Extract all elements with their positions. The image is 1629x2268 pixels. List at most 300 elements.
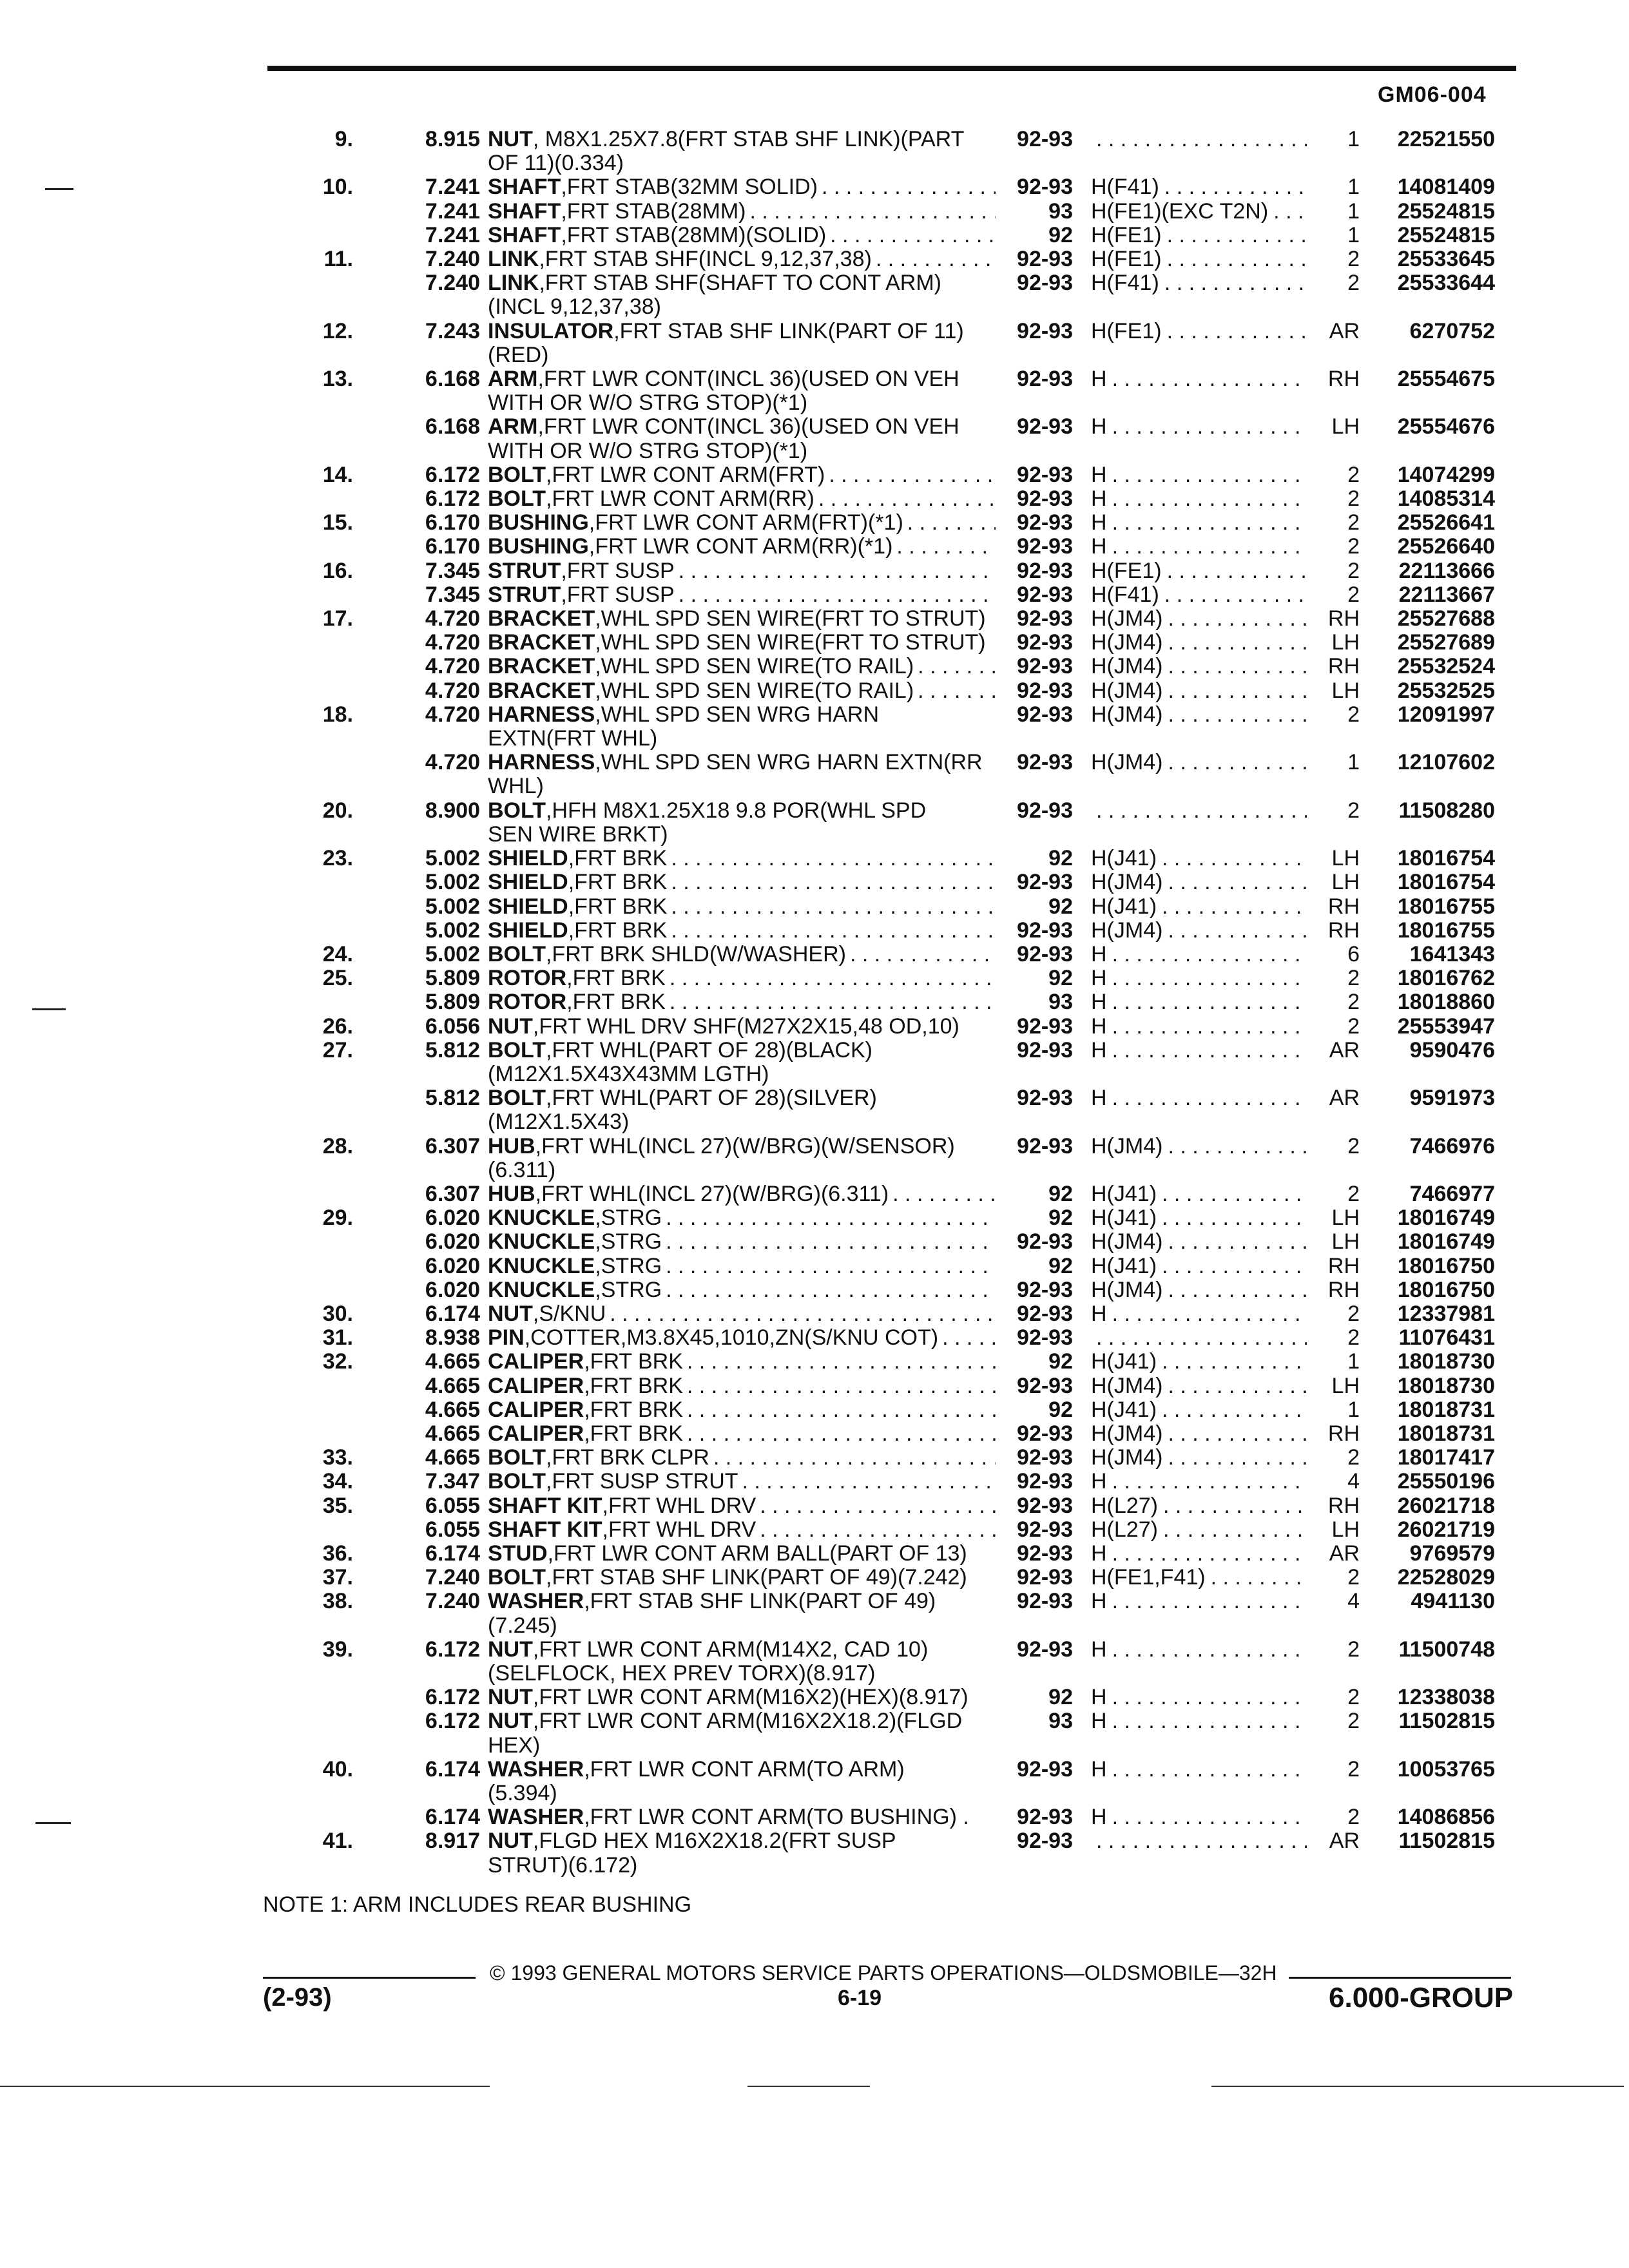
quantity: 1 (1347, 127, 1360, 151)
usage-options: H(JM4) . . . (1091, 1135, 1307, 1158)
model-years: 92-93 (1017, 1829, 1073, 1854)
part-number: 18016749 (1397, 1206, 1495, 1231)
table-row (0, 1422, 1629, 1446)
part-detail: ,FRT WHL DRV SHF(M27X2X15,48 OD,10) (532, 1014, 959, 1039)
usage-options: H(J41) . . . (1091, 1398, 1307, 1422)
model-years: 92 (1048, 1397, 1073, 1422)
part-description (488, 847, 1003, 870)
part-name: BUSHING (488, 535, 589, 559)
part-description (488, 1446, 1003, 1470)
usage-options: H . . . (1091, 1302, 1307, 1326)
part-name: KNUCKLE (488, 1230, 595, 1254)
part-name: STRUT (488, 559, 561, 583)
part-detail: ,FRT BRK (566, 990, 666, 1015)
part-number: 18016750 (1397, 1277, 1495, 1302)
part-description (488, 463, 1003, 487)
usage-options: H . . . (1091, 511, 1307, 535)
part-detail: ,FRT SUSP (561, 559, 675, 583)
part-description (488, 1278, 1003, 1302)
usage-options: H . . . (1091, 367, 1307, 391)
quantity: 4 (1347, 1469, 1360, 1494)
doc-id: GM06-004 (1378, 82, 1487, 107)
usage-options: H(F41) . . . (1091, 175, 1307, 199)
usage-options: H . . . (1091, 1086, 1307, 1110)
part-number: 25533644 (1397, 271, 1495, 296)
part-detail: ,WHL SPD SEN WRG HARN EXTN(RR (595, 751, 983, 775)
model-years: 92-93 (1017, 654, 1073, 679)
group-number: 6.174 (425, 1301, 480, 1326)
part-detail: ,FRT STAB SHF(INCL 9,12,37,38) (539, 247, 872, 272)
part-number: 18016749 (1397, 1229, 1495, 1254)
ref-number: 13. (322, 367, 353, 392)
table-row (0, 870, 1629, 894)
dot-leader (1112, 1805, 1307, 1829)
usage-options (1091, 1829, 1307, 1853)
dot-leader (671, 919, 996, 943)
dot-leader (1112, 367, 1307, 391)
part-detail: ,FRT STAB SHF LINK(PART OF 49)(7.242) (546, 1566, 967, 1590)
dot-leader (1163, 1518, 1307, 1542)
dot-leader (1112, 487, 1307, 511)
table-row (0, 943, 1629, 966)
group-number: 5.002 (425, 941, 480, 966)
ref-number: 25. (322, 966, 353, 991)
ref-number: 37. (322, 1565, 353, 1590)
quantity: 2 (1347, 247, 1360, 272)
table-row (0, 1446, 1629, 1470)
usage-options: H(F41) . . . (1091, 583, 1307, 607)
usage-options: H(J41) . . . (1091, 895, 1307, 919)
part-detail: ,FRT LWR CONT ARM(M16X2X18.2)(FLGD (532, 1709, 963, 1734)
part-name: NUT (488, 1709, 533, 1734)
part-description (488, 1135, 1003, 1182)
dot-leader (1162, 1206, 1307, 1230)
description-continued: WHL) (488, 774, 544, 799)
part-number: 11502815 (1398, 1709, 1495, 1734)
part-description (488, 1254, 1003, 1278)
ref-number: 27. (322, 1037, 353, 1062)
dot-leader (1096, 799, 1307, 823)
part-name: BRACKET (488, 678, 595, 703)
copyright-line: © 1993 GENERAL MOTORS SERVICE PARTS OPERATIONS—OLDSMOBILE—32H (490, 1961, 1277, 1984)
dot-leader (1162, 1254, 1307, 1278)
part-name: WASHER (488, 1590, 584, 1614)
part-number: 25524815 (1397, 222, 1495, 247)
group-number: 6.172 (425, 1709, 480, 1734)
description-continued: WITH OR W/O STRG STOP)(*1) (488, 390, 808, 416)
usage-options (1091, 128, 1307, 151)
part-number: 25554676 (1397, 414, 1495, 439)
dot-leader (918, 679, 996, 703)
part-name: SHAFT (488, 223, 561, 247)
part-description (488, 320, 1003, 367)
dot-leader (679, 559, 996, 583)
part-number: 25527688 (1397, 606, 1495, 631)
group-number: 7.345 (425, 558, 480, 583)
part-detail: ,WHL SPD SEN WRG HARN (595, 702, 880, 727)
dot-leader (1168, 1422, 1307, 1446)
part-detail: ,STRG (595, 1278, 662, 1302)
model-years: 92-93 (1017, 247, 1073, 272)
ref-number: 12. (322, 318, 353, 343)
table-row (0, 1686, 1629, 1709)
dot-leader (1168, 1278, 1307, 1302)
part-detail: ,FRT STAB SHF LINK(PART OF 11) (613, 319, 964, 343)
usage-options: H(JM4) . . . (1091, 607, 1307, 631)
quantity: RH (1327, 367, 1360, 392)
part-description (488, 919, 1003, 943)
part-description (488, 487, 1003, 511)
usage-options: H(JM4) . . . (1091, 751, 1307, 774)
dot-leader (687, 1422, 996, 1446)
model-years: 92 (1048, 966, 1073, 991)
quantity: LH (1331, 414, 1360, 439)
part-number: 18016754 (1397, 846, 1495, 871)
dot-leader (1112, 990, 1307, 1014)
dot-leader (1167, 320, 1307, 343)
table-row (0, 1326, 1629, 1350)
part-description (488, 895, 1003, 919)
model-years: 92-93 (1017, 1589, 1073, 1614)
model-years: 92-93 (1017, 486, 1073, 512)
table-row (0, 1039, 1629, 1086)
usage-options: H . . . (1091, 1686, 1307, 1709)
table-row (0, 415, 1629, 463)
dot-leader (1168, 631, 1307, 655)
part-name: BRACKET (488, 607, 595, 631)
group-number: 6.172 (425, 462, 480, 487)
dot-leader (671, 895, 996, 919)
quantity: 1 (1347, 1349, 1360, 1374)
description-continued: (SELFLOCK, HEX PREV TORX)(8.917) (488, 1661, 876, 1686)
part-name: HARNESS (488, 751, 595, 775)
ref-number: 34. (322, 1469, 353, 1494)
part-description (488, 247, 1003, 271)
table-row (0, 1805, 1629, 1829)
part-name: STUD (488, 1541, 548, 1566)
part-detail: ,FLGD HEX M16X2X18.2(FRT SUSP (532, 1829, 896, 1854)
model-years: 92-93 (1017, 941, 1073, 966)
model-years: 92-93 (1017, 1517, 1073, 1542)
part-description (488, 415, 1003, 463)
part-detail: ,FRT BRK (584, 1421, 683, 1446)
part-name: BRACKET (488, 655, 595, 679)
ref-number: 10. (322, 175, 353, 200)
dot-leader (876, 247, 996, 271)
footer-rule-left (263, 1977, 476, 1979)
part-detail: ,FRT BRK CLPR (546, 1446, 709, 1470)
group-number: 6.056 (425, 1014, 480, 1039)
quantity: 2 (1347, 1445, 1360, 1470)
usage-options: H(JM4) . . . (1091, 919, 1307, 943)
model-years: 92 (1048, 846, 1073, 871)
usage-options: H . . . (1091, 1542, 1307, 1566)
table-row (0, 1590, 1629, 1637)
usage-options: H . . . (1091, 1638, 1307, 1662)
dot-leader (918, 655, 996, 678)
page-number: 6-19 (838, 1986, 882, 2010)
part-number: 18018730 (1397, 1349, 1495, 1374)
quantity: 2 (1347, 462, 1360, 487)
dot-leader (1211, 1566, 1307, 1590)
group-number: 5.002 (425, 870, 480, 895)
group-number: 6.172 (425, 1685, 480, 1710)
part-name: HUB (488, 1182, 535, 1206)
dot-leader (1112, 415, 1307, 439)
quantity: 2 (1347, 1685, 1360, 1710)
dot-leader (713, 1446, 996, 1470)
model-years: 92-93 (1017, 870, 1073, 895)
part-number: 7466976 (1409, 1133, 1495, 1158)
group-number: 8.917 (425, 1829, 480, 1854)
part-detail: ,FRT WHL DRV (602, 1494, 757, 1518)
usage-options: H(FE1,F41) . . . (1091, 1566, 1307, 1590)
part-name: CALIPER (488, 1374, 584, 1398)
part-number: 9590476 (1409, 1037, 1495, 1062)
quantity: 2 (1347, 1709, 1360, 1734)
dot-leader (1162, 895, 1307, 919)
ref-number: 33. (322, 1445, 353, 1470)
dot-leader (942, 1326, 996, 1350)
part-description (488, 870, 1003, 894)
part-number: 22113667 (1398, 582, 1495, 607)
usage-options: H . . . (1091, 535, 1307, 559)
quantity: 2 (1347, 1181, 1360, 1206)
revision-date: (2-93) (263, 1983, 332, 2012)
group-number: 4.665 (425, 1421, 480, 1446)
footer-rule-right (1289, 1977, 1511, 1979)
ref-number: 9. (334, 127, 353, 151)
table-row (0, 1398, 1629, 1422)
part-detail: ,FRT BRK (568, 870, 668, 895)
part-number: 18018731 (1397, 1397, 1495, 1422)
part-number: 25526641 (1397, 510, 1495, 535)
usage-options: H . . . (1091, 1015, 1307, 1039)
usage-options: H(JM4) . . . (1091, 679, 1307, 703)
part-name: LINK (488, 247, 539, 272)
usage-options: H(JM4) . . . (1091, 655, 1307, 678)
part-description (488, 1230, 1003, 1254)
part-number: 22528029 (1397, 1565, 1495, 1590)
dot-leader (687, 1398, 996, 1422)
ref-number: 26. (322, 1014, 353, 1039)
part-detail: ,FRT LWR CONT ARM(TO BUSHING) . (584, 1805, 969, 1830)
part-name: BOLT (488, 1038, 546, 1062)
usage-options (1091, 1326, 1307, 1350)
quantity: 2 (1347, 798, 1360, 823)
quantity: RH (1327, 894, 1360, 919)
part-number: 18018731 (1397, 1421, 1495, 1446)
description-continued: (M12X1.5X43) (488, 1110, 630, 1135)
table-row (0, 1135, 1629, 1182)
usage-options: H . . . (1091, 1470, 1307, 1494)
quantity: 1 (1347, 175, 1360, 200)
usage-options: H . . . (1091, 990, 1307, 1014)
table-row (0, 224, 1629, 247)
model-years: 92-93 (1017, 127, 1073, 151)
part-detail: ,FRT WHL(INCL 27)(W/BRG)(W/SENSOR) (535, 1134, 955, 1158)
description-continued: HEX) (488, 1733, 541, 1758)
part-description (488, 1374, 1003, 1398)
group-number: 8.915 (425, 127, 480, 151)
quantity: 2 (1347, 1805, 1360, 1830)
part-detail: ,FRT BRK (568, 918, 668, 943)
part-description (488, 703, 1003, 751)
table-row (0, 1638, 1629, 1686)
ref-number: 31. (322, 1325, 353, 1350)
quantity: 2 (1347, 966, 1360, 991)
part-number: 7466977 (1409, 1181, 1495, 1206)
part-description (488, 1590, 1003, 1637)
table-row (0, 919, 1629, 943)
model-years: 92 (1048, 1181, 1073, 1206)
part-number: 1641343 (1409, 941, 1495, 966)
dot-leader (1112, 535, 1307, 559)
quantity: LH (1331, 870, 1360, 895)
model-years: 92-93 (1017, 1493, 1073, 1518)
group-number: 4.665 (425, 1349, 480, 1374)
quantity: 2 (1347, 1756, 1360, 1782)
part-number: 22521550 (1397, 127, 1495, 151)
usage-options: H(FE1)(EXC T2N) . . . (1091, 200, 1307, 224)
dot-leader (1168, 679, 1307, 703)
model-years: 92-93 (1017, 1325, 1073, 1350)
model-years: 92-93 (1017, 534, 1073, 559)
part-number: 25554675 (1397, 367, 1495, 392)
part-description (488, 751, 1003, 798)
quantity: LH (1331, 1373, 1360, 1398)
ref-number: 14. (322, 462, 353, 487)
description-continued: (RED) (488, 342, 549, 367)
part-name: WASHER (488, 1805, 584, 1830)
part-detail: ,FRT WHL DRV (602, 1517, 757, 1542)
quantity: RH (1327, 1277, 1360, 1302)
quantity: 2 (1347, 558, 1360, 583)
dot-leader (1162, 1398, 1307, 1422)
dot-leader (687, 1374, 996, 1398)
dot-leader (1168, 655, 1307, 678)
model-years: 92-93 (1017, 462, 1073, 487)
dot-leader (610, 1302, 996, 1326)
model-years: 92 (1048, 1685, 1073, 1710)
group-number: 8.938 (425, 1325, 480, 1350)
group-number: 6.020 (425, 1253, 480, 1278)
usage-options: H . . . (1091, 1709, 1307, 1733)
dot-leader (760, 1494, 996, 1518)
usage-options: H(JM4) . . . (1091, 1278, 1307, 1302)
part-detail: ,FRT LWR CONT ARM(RR) (546, 487, 815, 512)
part-description (488, 1805, 1003, 1829)
part-description (488, 559, 1003, 583)
part-number: 18016754 (1397, 870, 1495, 895)
group-number: 4.720 (425, 678, 480, 703)
part-detail: ,COTTER,M3.8X45,1010,ZN(S/KNU COT) (524, 1326, 939, 1350)
part-detail: ,FRT BRK (568, 847, 668, 871)
ref-number: 38. (322, 1589, 353, 1614)
part-name: ROTOR (488, 990, 567, 1015)
dot-leader (830, 224, 996, 247)
model-years: 92-93 (1017, 414, 1073, 439)
part-number: 12107602 (1397, 750, 1495, 775)
usage-options: H . . . (1091, 1590, 1307, 1613)
group-number: 6.055 (425, 1493, 480, 1518)
part-number: 11076431 (1398, 1325, 1495, 1350)
part-number: 11508280 (1398, 798, 1495, 823)
part-name: SHIELD (488, 847, 568, 871)
table-row (0, 1518, 1629, 1542)
part-detail: ,HFH M8X1.25X18 9.8 POR(WHL SPD (546, 798, 927, 823)
group-number: 4.665 (425, 1373, 480, 1398)
group-number: 6.174 (425, 1805, 480, 1830)
ref-number: 17. (322, 606, 353, 631)
usage-options: H(J41) . . . (1091, 847, 1307, 870)
dot-leader (1168, 703, 1307, 727)
part-number: 4941130 (1411, 1589, 1495, 1614)
quantity: 2 (1347, 1637, 1360, 1662)
dot-leader (1112, 1590, 1307, 1613)
dot-leader (1167, 224, 1307, 247)
part-number: 10053765 (1397, 1756, 1495, 1782)
quantity: RH (1327, 1421, 1360, 1446)
part-detail: ,FRT BRK (584, 1374, 683, 1398)
table-row (0, 1374, 1629, 1398)
dot-leader (1112, 966, 1307, 990)
part-description (488, 655, 1003, 678)
part-detail: ,FRT BRK (568, 894, 668, 919)
group-number: 4.665 (425, 1445, 480, 1470)
quantity: 6 (1347, 941, 1360, 966)
part-detail: ,WHL SPD SEN WIRE(FRT TO STRUT) (595, 631, 986, 655)
part-name: NUT (488, 1637, 533, 1662)
quantity: 1 (1347, 1397, 1360, 1422)
part-description (488, 1015, 1003, 1039)
model-years: 92-93 (1017, 318, 1073, 343)
dot-leader (1112, 511, 1307, 535)
group-number: 4.665 (425, 1397, 480, 1422)
part-description (488, 1494, 1003, 1518)
part-number: 18016755 (1397, 918, 1495, 943)
usage-options (1091, 799, 1307, 823)
group-number: 6.168 (425, 367, 480, 392)
part-name: BOLT (488, 1566, 546, 1590)
table-row (0, 535, 1629, 559)
group-number: 7.241 (425, 198, 480, 224)
table-row (0, 175, 1629, 199)
group-number: 7.240 (425, 247, 480, 272)
model-years: 92-93 (1017, 1086, 1073, 1111)
group-number: 7.241 (425, 222, 480, 247)
dot-leader (666, 1254, 996, 1278)
table-row (0, 703, 1629, 751)
dot-leader (1164, 583, 1307, 607)
part-detail: ,FRT WHL(PART OF 28)(BLACK) (546, 1038, 872, 1062)
usage-options: H(JM4) . . . (1091, 1446, 1307, 1470)
part-name: PIN (488, 1326, 525, 1350)
part-name: ROTOR (488, 966, 567, 991)
dot-leader (1112, 1638, 1307, 1662)
part-description (488, 1829, 1003, 1877)
table-row (0, 990, 1629, 1014)
usage-options: H(FE1) . . . (1091, 224, 1307, 247)
part-description (488, 1206, 1003, 1230)
part-number: 18016750 (1397, 1253, 1495, 1278)
usage-options: H(JM4) . . . (1091, 1374, 1307, 1398)
footnote: NOTE 1: ARM INCLUDES REAR BUSHING (263, 1892, 692, 1917)
part-detail: ,FRT STAB(28MM)(SOLID) (561, 223, 827, 247)
group-number: 6.174 (425, 1756, 480, 1782)
group-number: 6.172 (425, 486, 480, 512)
part-description (488, 367, 1003, 415)
